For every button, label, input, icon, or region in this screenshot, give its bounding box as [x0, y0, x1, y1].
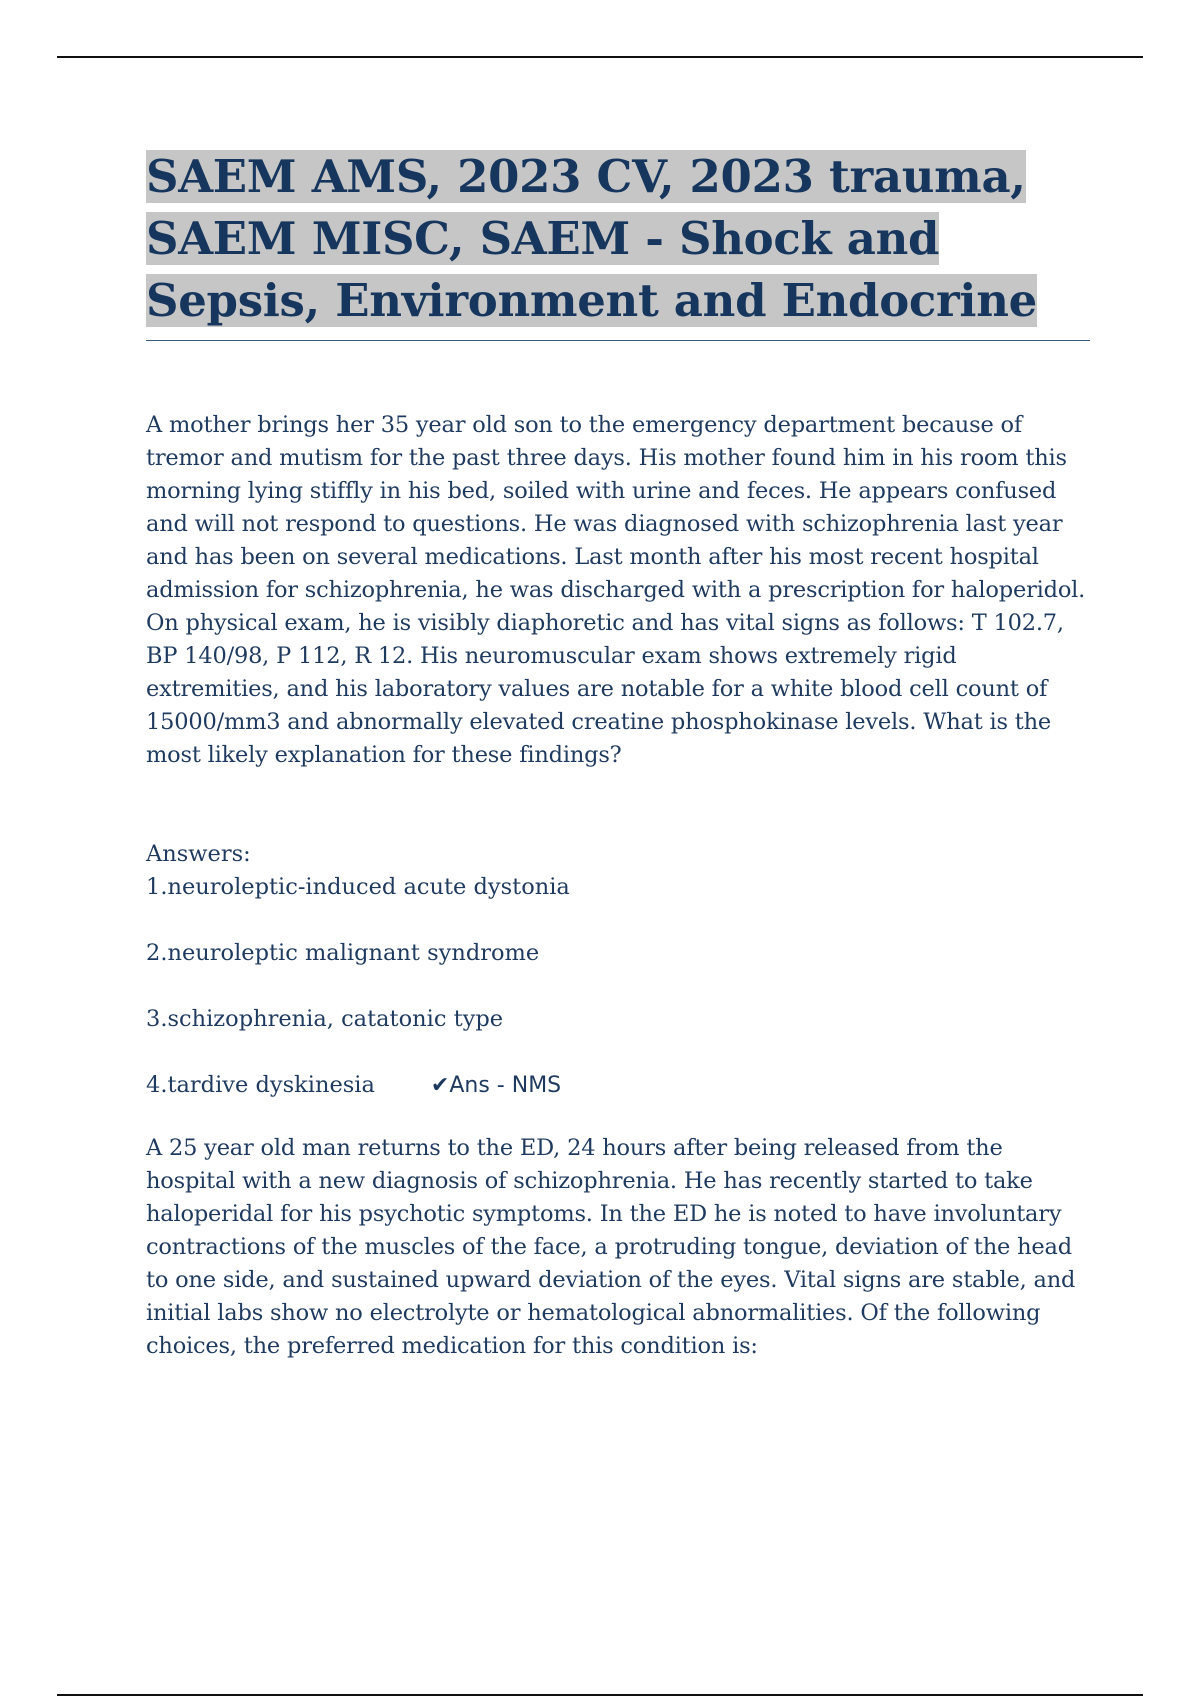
document-title-text: SAEM AMS, 2023 CV, 2023 trauma, SAEM MISC, SAEM - Shock and Sepsis, Environment and Endocrine — [146, 150, 1037, 327]
question-1-text: A mother brings her 35 year old son to the emergency department because of tremor and mutism for the past three days. His mother found him in his room this morning lying stiffly in his bed, soiled with urine and feces. He appears confused and will not respond to questions. He was diagnosed with schizophrenia last year and has been on several medications. Last month after his most recent hospital admission for schizophrenia, he was discharged with a prescription for haloperidol. On physical exam, he is visibly diaphoretic and has vital signs as follows: T 102.7, BP 140/98, P 112, R 12. His neuromuscular exam shows extremely rigid extremities, and his laboratory values are notable for a white blood cell count of 15000/mm3 and abnormally elevated creatine phosphokinase levels. What is the most likely explanation for these findings? — [146, 412, 1086, 768]
document-title — [146, 146, 1090, 332]
answer-option-1: 1.neuroleptic-induced acute dystonia — [146, 874, 570, 900]
title-block — [146, 146, 1090, 341]
answer-option-2: 2.neuroleptic malignant syndrome — [146, 940, 540, 966]
answers-label: Answers: — [146, 841, 251, 867]
page-top-rule — [57, 56, 1143, 58]
correct-answer: ✔Ans - NMS — [430, 1073, 562, 1098]
answer-option-4-row — [146, 1069, 1090, 1102]
answer-option-4: 4.tardive dyskinesia — [146, 1072, 375, 1098]
question-2-text: A 25 year old man returns to the ED, 24 hours after being released from the hospital with a new diagnosis of schizophrenia. He has recently started to take haloperidal for his psychotic symptoms. In the ED he is noted to have involuntary contractions of the muscles of the face, a protruding tongue, deviation of the head to one side, and sustained upward deviation of the eyes. Vital signs are stable, and initial labs show no electrolyte or hematological abnormalities. Of the following choices, the preferred medication for this condition is: — [146, 1135, 1076, 1359]
answer-option-3: 3.schizophrenia, catatonic type — [146, 1006, 504, 1032]
answers-block — [146, 838, 1090, 1102]
page-bottom-rule — [57, 1694, 1143, 1696]
document-body — [146, 146, 1090, 1363]
